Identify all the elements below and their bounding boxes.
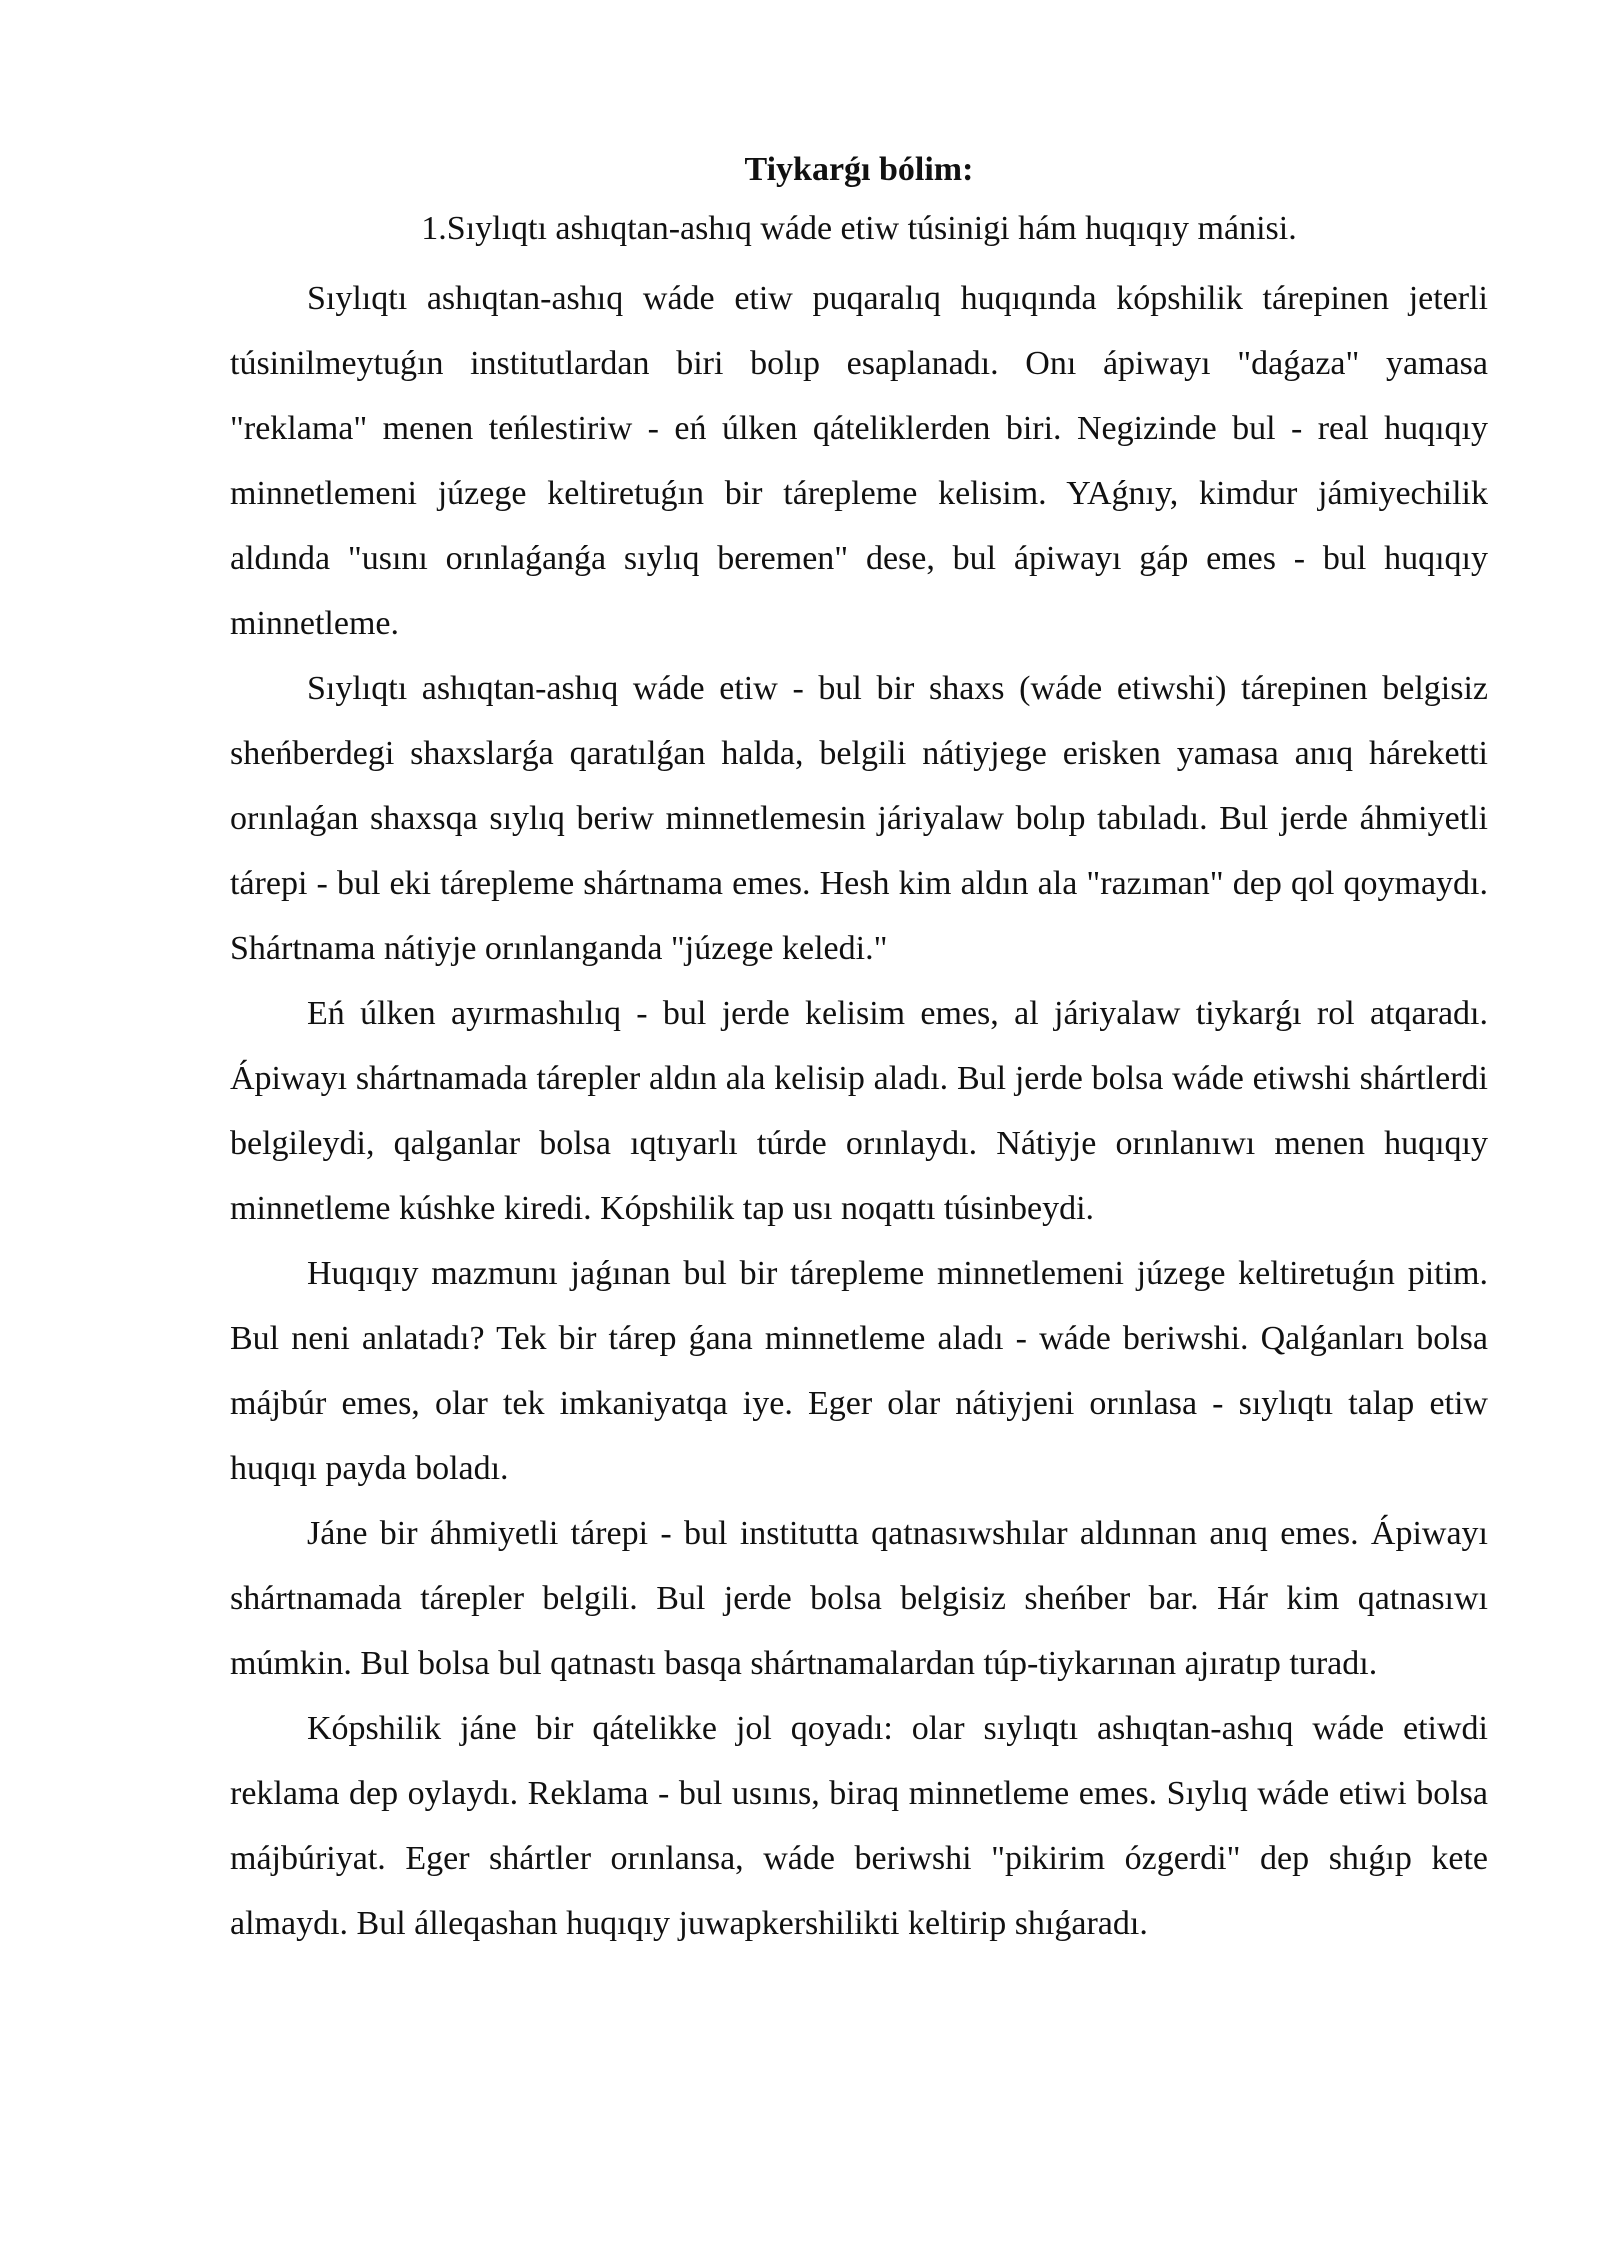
section-subheading: 1.Sıylıqtı ashıqtan-ashıq wáde etiw túsinigi hám huqıqıy mánisi. (421, 210, 1297, 247)
paragraph: Sıylıqtı ashıqtan-ashıq wáde etiw puqaralıq huqıqında kópshilik tárepinen jeterli túsinilmeytuǵın institutlardan biri bolıp esaplanadı. Onı ápiwayı "daǵaza" yamasa "reklama" menen teńlestiriw - eń úlken qáteliklerden biri. Negizinde bul - real huqıqıy minnetlemeni júzege keltiretuǵın bir tárepleme kelisim. YAǵnıy, kimdur jámiyechilik aldında "usını orınlaǵanǵa sıylıq beremen" dese, bul ápiwayı gáp emes - bul huqıqıy minnetleme. (230, 280, 1488, 642)
section-heading: Tiykarǵı bólim: (744, 151, 974, 188)
paragraph: Kópshilik jáne bir qátelikke jol qoyadı: olar sıylıqtı ashıqtan-ashıq wáde etiwdi reklama dep oylaydı. Reklama - bul usınıs, biraq minnetleme emes. Sıylıq wáde etiwi bolsa májbúriyat. Eger shártler orınlansa, wáde beriwshi "pikirim ózgerdi" dep shıǵıp kete almaydı. Bul álleqashan huqıqıy juwapkershilikti keltirip shıǵaradı. (230, 1710, 1488, 1942)
paragraph: Eń úlken ayırmashılıq - bul jerde kelisim emes, al járiyalaw tiykarǵı rol atqaradı. Ápiwayı shártnamada tárepler aldın ala kelisip aladı. Bul jerde bolsa wáde etiwshi shártlerdi belgileydi, qalganlar bolsa ıqtıyarlı túrde orınlaydı. Nátiyje orınlanıwı menen huqıqıy minnetleme kúshke kiredi. Kópshilik tap usı noqattı túsinbeydi. (230, 995, 1488, 1227)
paragraph: Huqıqıy mazmunı jaǵınan bul bir tárepleme minnetlemeni júzege keltiretuǵın pitim. Bul neni anlatadı? Tek bir tárep ǵana minnetleme aladı - wáde beriwshi. Qalǵanları bolsa májbúr emes, olar tek imkaniyatqa iye. Eger olar nátiyjeni orınlasa - sıylıqtı talap etiw huqıqı payda boladı. (230, 1255, 1488, 1487)
paragraph: Sıylıqtı ashıqtan-ashıq wáde etiw - bul bir shaxs (wáde etiwshi) tárepinen belgisiz sheńberdegi shaxslarǵa qaratılǵan halda, belgili nátiyjege erisken yamasa anıq háreketti orınlaǵan shaxsqa sıylıq beriw minnetlemesin járiyalaw bolıp tabıladı. Bul jerde áhmiyetli tárepi - bul eki tárepleme shártnama emes. Hesh kim aldın ala "razıman" dep qol qoymaydı. Shártnama nátiyje orınlanganda "júzege keledi." (230, 670, 1488, 967)
paragraph: Jáne bir áhmiyetli tárepi - bul institutta qatnasıwshılar aldınnan anıq emes. Ápiwayı shártnamada tárepler belgili. Bul jerde bolsa belgisiz sheńber bar. Hár kim qatnasıwı múmkin. Bul bolsa bul qatnastı basqa shártnamalardan túp-tiykarınan ajıratıp turadı. (230, 1515, 1488, 1682)
document-page (230, 140, 1488, 1956)
